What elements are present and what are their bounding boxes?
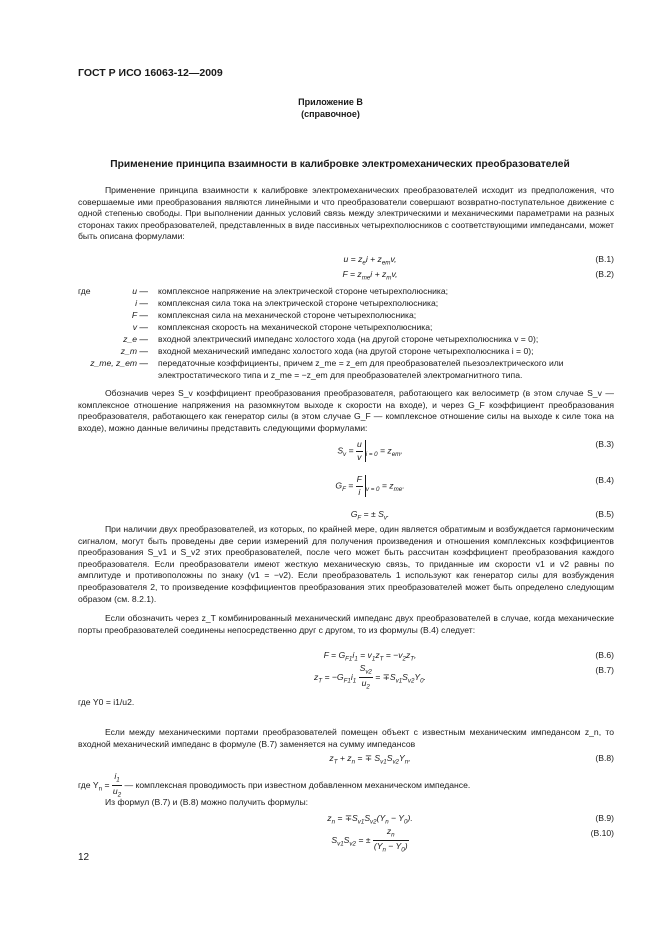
appendix-label: Приложение В [298,97,363,107]
equation-number-b1: (В.1) [595,254,614,264]
paragraph-added-object-text: Если между механическими портами преобразователей помещен объект с известным механическим импедансом z_n, то входной механический импеданс в формуле (В.7) заменяется на сумму импедансов [78,727,614,749]
paragraph-derive-text: Из формул (В.7) и (В.8) можно получить формулы: [105,797,309,807]
equation-b9: $z_n = \mp S_{v1}S_{v2}(Y_n - Y_0)$. [327,813,413,826]
page-number: 12 [78,852,90,863]
appendix-note: (справочное) [301,109,360,119]
equation-number-b10: (В.10) [590,828,614,838]
equation-b8: $z_T + z_n$ = ∓ $S_{v1}S_{v2}Y_n$, [329,753,411,766]
equation-b6: $F = G_{F1}i_1 = v_1z_T = -v_2z_T$, [323,650,417,663]
paragraph-two-transducers-text: При наличии двух преобразователей, из которых, по крайней мере, один является обратимым и возбуждается гармоническим сигналом, могут быть проведены две серии измерений для получения произведения и отношения комплексных коэффициентов преобразования S_v1 и S_v2 этих преобразователей, после чего может быть рассчитан коэффициент преобразования каждого преобразователя. Если преобразователи имеют жесткую механическую связь, то приданные им скорости v1 и v2 равны по амплитуде и противоположны по знаку (v1 = −v2). Если преобразователь 1 используют как генератор силы для возбуждения преобразователя 2, то произведение коэффициентов преобразования этих преобразователей может быть определено следующим образом (см. 8.2.1). [78,524,614,604]
equation-number-b4: (В.4) [595,475,614,485]
equation-b5: $G_F$ = ± $S_v$. [350,509,390,522]
equation-b4: $G_F$ = $\frac{F}{i}$ $_{v = 0} = z_{me}$. [335,474,405,497]
equation-number-b6: (В.6) [595,650,614,660]
equation-b7: $z_T = -G_{F1}i_1$ $\frac{S_{v2}}{u_2}$ = $\mp S_{v1}S_{v2}Y_0$. [314,663,426,691]
paragraph-combined-impedance-text: Если обозначить через z_T комбинированный механический импеданс двух преобразователей в случае, когда механические порты преобразователей соединены непосредственно друг с другом, то из формулы (В.4) следует: [78,613,614,635]
paragraph-two-transducers [78,524,614,605]
paragraph-combined-impedance [78,613,614,636]
equation-b2: $F = z_{me}i + z_mv$, [342,269,398,282]
equation-b1: $u = z_ei + z_{em}v$, [343,254,397,267]
equation-number-b8: (В.8) [595,753,614,763]
definition-yn: где $Y_n$ = $\frac{i_1}{u_2}$ — комплексная проводимость при известном добавленном механическом импедансе. [78,771,471,799]
where-word: где [78,286,91,296]
paragraph-derive [78,797,614,809]
paragraph-intro [78,185,614,243]
definition-y0: где Y0 = i1/u2. [78,697,135,707]
document-header: ГОСТ Р ИСО 16063-12—2009 [78,67,223,79]
equation-number-b9: (В.9) [595,813,614,823]
section-title: Применение принципа взаимности в калибровке электромеханических преобразователей [110,159,570,170]
paragraph-sensitivity-text: Обозначив через S_v коэффициент преобразования преобразователя, работающего как велосиметр (в этом случае S_v — комплексное отношение напряжения на разомкнутом выходе к скорости на входе), и через G_F коэффициент преобразования преобразователя, работающего как генератор силы (в этом случае G_F — комплексное отношение силы на выходе к силе тока на входе), можно данные величины представить следующими формулами: [78,388,614,433]
paragraph-sensitivity [78,388,614,434]
equation-b3: $S_v$ = $\frac{u}{v}$ $_{i = 0} = z_{em}$, [337,439,403,462]
paragraph-intro-text: Применение принципа взаимности к калибровке электромеханических преобразователей исходит из предположения, что совершаемые ими преобразования являются линейными и что преобразователи совершают возвратно-поступательное движение с одной степенью свободы. При выполнении данных условий связь между электрическими и механическими параметрами на разных сторонах таких преобразователей, представленных в виде пассивных четырехполюсников с соответствующими импедансами, может быть описана формулами: [78,185,614,242]
equation-number-b2: (В.2) [595,269,614,279]
equation-number-b5: (В.5) [595,509,614,519]
definitions-list: где u — комплексное напряжение на электрической стороне четырехполюсника; i — комплексная сила тока на электрической стороне четырехполюсника; F — комплексная сила на механической стороне четырехполюсника; v — комплексная скорость на механической стороне четырехполюсника; z_e — входной электрический импеданс холостого хода (на другой стороне четырехполюсника v = 0); z_m — входной механический импеданс холостого хода (на другой стороне четырехполюсника i = 0); z_me, z_em — передаточные коэффициенты, причем z_me = z_em для преобразователей пьезоэлектрического или электростатического типа и z_me = −z_em для преобразователей электромагнитного типа. [78,286,564,380]
equation-number-b7: (В.7) [595,665,614,675]
equation-b10: $S_{v1}S_{v2}$ = ± $\frac{z_n}{(Y_n - Y_0)}$ [331,826,408,854]
paragraph-added-object [78,727,614,750]
definition-yn-text: — комплексная проводимость при известном добавленном механическом импедансе. [124,779,471,790]
equation-number-b3: (В.3) [595,439,614,449]
